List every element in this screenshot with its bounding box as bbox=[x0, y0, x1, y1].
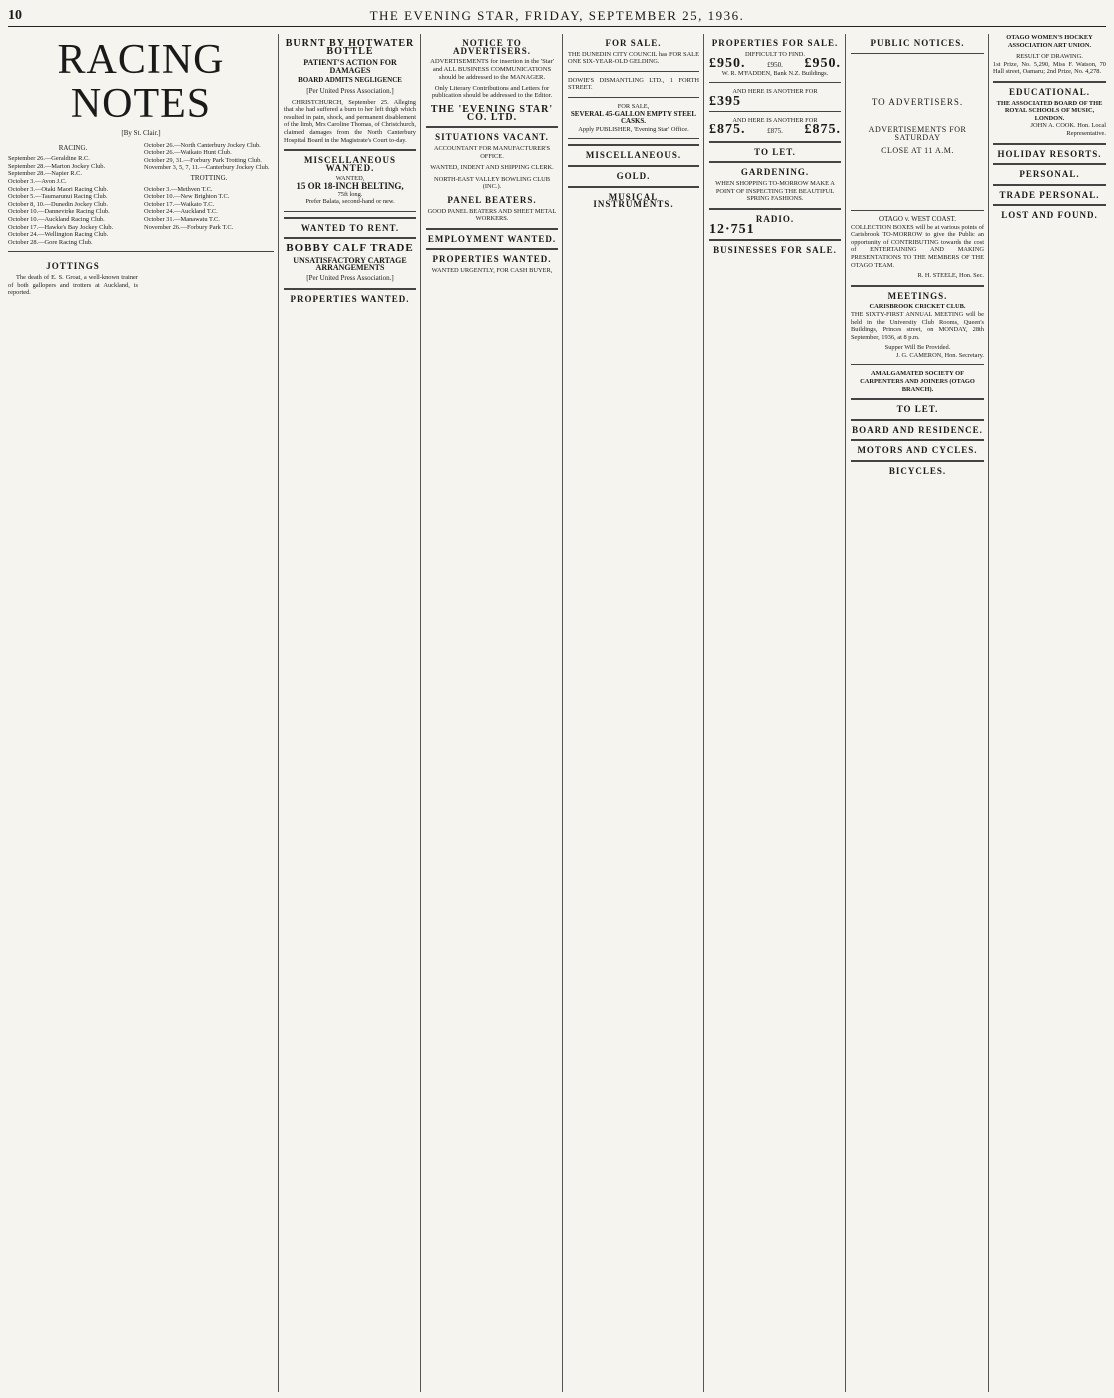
article-continuation bbox=[144, 257, 274, 299]
bobby-heading: BOBBY CALF TRADE bbox=[286, 242, 414, 255]
hockey-heading: OTAGO WOMEN'S HOCKEY ASSOCIATION ART UNION. bbox=[1006, 34, 1093, 49]
amalgamated-heading: AMALGAMATED SOCIETY OF CARPENTERS AND JOINERS (OTAGO BRANCH). bbox=[860, 370, 975, 393]
situations-heading: SITUATIONS VACANT. bbox=[435, 132, 549, 143]
fixture-item: November 26.—Forbury Park T.C. bbox=[144, 223, 234, 231]
casks-ad: SEVERAL 45-GALLON EMPTY STEEL CASKS. bbox=[570, 109, 697, 126]
column-rule bbox=[988, 34, 989, 1392]
burnt-lead: CHRISTCHURCH, September 25. Alleging that she had suffered a burn to her left thigh which resulted in pain, shock, and permanent disablement of the limb, Mrs Caroline Thomas, of Christchurch, claimed damages from the North Canterbury Hospital Board in the Magistrate's Court to-day. bbox=[284, 98, 416, 144]
fixture-item: October 5.—Taumarunui Racing Club. bbox=[8, 193, 108, 201]
misc-wanted-heading: MISCELLANEOUS WANTED. bbox=[303, 155, 397, 173]
fixture-item: October 17.—Hawke's Bay Jockey Club. bbox=[8, 223, 114, 231]
to-advertisers: TO ADVERTISERS. bbox=[871, 96, 964, 107]
educational-column bbox=[993, 34, 1106, 1392]
public-notices-column bbox=[851, 34, 984, 1392]
fixture-item: November 3, 5, 7, 11.—Canterbury Jockey Club. bbox=[144, 164, 270, 172]
price: £395 bbox=[709, 93, 741, 109]
price-small: £875. bbox=[767, 127, 783, 136]
draught-horse-ad: THE DUNEDIN CITY COUNCIL has FOR SALE ONE SIX-YEAR-OLD GELDING. bbox=[568, 50, 699, 66]
otago-west-coast: OTAGO v. WEST COAST. bbox=[879, 214, 956, 223]
dismantling-ad: DOWIE'S DISMANTLING LTD., 1 FORTH STREET. bbox=[568, 76, 699, 92]
racing-notes-column bbox=[8, 34, 274, 1392]
fixture-item: October 28.—Gore Racing Club. bbox=[8, 238, 93, 246]
fixture-item: September 28.—Marton Jockey Club. bbox=[8, 162, 106, 170]
supper-note: Supper Will Be Provided. bbox=[884, 344, 951, 352]
burnt-heading: BURNT BY HOTWATER BOTTLE bbox=[285, 38, 415, 57]
radio-heading: RADIO. bbox=[755, 213, 795, 224]
associated-board: THE ASSOCIATED BOARD OF THE ROYAL SCHOOLS OF MUSIC, LONDON. bbox=[996, 99, 1103, 122]
belting-sub: 75ft long. bbox=[337, 190, 363, 198]
educational-heading: EDUCATIONAL. bbox=[1008, 86, 1091, 97]
gardening-heading: GARDENING. bbox=[740, 167, 810, 178]
fixture-item: October 29, 31.—Forbury Park Trotting Club. bbox=[144, 156, 262, 164]
cameron-signature: J. G. CAMERON, Hon. Secretary. bbox=[895, 351, 984, 359]
gold-heading: GOLD. bbox=[616, 170, 651, 181]
price: £875. bbox=[709, 122, 746, 138]
column-rule bbox=[703, 34, 704, 1392]
advertisements-saturday: ADVERTISEMENTS FOR SATURDAY bbox=[868, 125, 967, 142]
fixture-item: October 10.—Auckland Racing Club. bbox=[8, 215, 105, 223]
casks-apply: Apply PUBLISHER, 'Evening Star' Office. bbox=[578, 125, 689, 133]
properties-sale-heading: PROPERTIES FOR SALE. bbox=[711, 38, 839, 48]
price-small: £950. bbox=[767, 61, 783, 70]
page-number: 10 bbox=[8, 8, 22, 23]
public-notices-heading: PUBLIC NOTICES. bbox=[870, 38, 965, 48]
masthead bbox=[8, 6, 1106, 27]
gardening-body: WHEN SHOPPING TO-MORROW MAKE A POINT OF INSPECTING THE BEAUTIFUL SPRING FASHIONS. bbox=[715, 179, 835, 203]
fixture-item: October 24.—Wellington Racing Club. bbox=[8, 231, 109, 239]
racing-label: RACING. bbox=[58, 143, 88, 152]
radio-price: 12·751 bbox=[709, 222, 755, 238]
fixture-item: October 26.—North Canterbury Jockey Club. bbox=[144, 141, 261, 149]
burnt-subheading-2: BOARD ADMITS NEGLIGENCE bbox=[298, 76, 402, 85]
bobby-credit: [Per United Press Association.] bbox=[306, 274, 394, 283]
bicycles-heading: BICYCLES. bbox=[888, 466, 947, 477]
bobby-subheading: UNSATISFACTORY CARTAGE ARRANGEMENTS bbox=[293, 255, 407, 273]
company-name: THE 'EVENING STAR' CO. LTD. bbox=[430, 104, 554, 123]
for-sale-column bbox=[568, 34, 699, 1392]
result-heading: RESULT OF DRAWING. bbox=[1016, 53, 1083, 61]
collection-boxes: COLLECTION BOXES will be at various points of Carisbrook TO-MORROW to give the Public an opportunity of CONTRIBUTING towards the cost of ENTERTAINING AND MAKING PRESENTATIONS TO THE MEMBERS OF THE OTAGO TEAM. bbox=[851, 223, 984, 269]
jottings-heading: JOTTINGS bbox=[46, 261, 100, 272]
properties-wanted-heading: PROPERTIES WANTED. bbox=[432, 254, 552, 265]
news-column bbox=[284, 34, 416, 1392]
byline: [By St. Clair.] bbox=[121, 129, 161, 137]
fixture-item: October 26.—Waikato Hunt Club. bbox=[144, 149, 232, 157]
holiday-heading: HOLIDAY RESORTS. bbox=[997, 148, 1102, 159]
notice-body-2: Only Literary Contributions and Letters for publication should be addressed to the Editor. bbox=[431, 84, 553, 100]
sheet-metal-ad: GOOD PANEL BEATERS AND SHEET METAL WORKERS. bbox=[427, 207, 557, 223]
businesses-heading: BUSINESSES FOR SALE. bbox=[713, 244, 837, 255]
fixture-item: October 31.—Manawatu T.C. bbox=[144, 215, 220, 223]
fixture-item: October 24.—Auckland T.C. bbox=[144, 208, 218, 216]
musical-heading: MUSICAL INSTRUMENTS. bbox=[593, 191, 674, 210]
for-sale-heading: FOR SALE. bbox=[605, 38, 662, 48]
price: £950. bbox=[709, 56, 746, 72]
trotting-fixtures bbox=[144, 142, 274, 247]
jottings-section bbox=[8, 257, 138, 299]
fixture-item: October 17.—Waikato T.C. bbox=[144, 200, 215, 208]
meetings-heading: MEETINGS. bbox=[887, 290, 948, 301]
for-sale-label: FOR SALE, bbox=[617, 102, 650, 110]
bowling-ad: NORTH-EAST VALLEY BOWLING CLUB (INC.). bbox=[433, 175, 550, 191]
belting-note: Prefer Balata, second-hand or new. bbox=[305, 198, 395, 206]
steele-signature: R. H. STEELE, Hon. Sec. bbox=[917, 272, 984, 280]
column-rule bbox=[562, 34, 563, 1392]
personal-heading: PERSONAL. bbox=[1019, 169, 1080, 180]
fixture-item: October 3.—Avon J.C. bbox=[8, 177, 67, 185]
rent-heading: WANTED TO RENT. bbox=[300, 222, 400, 233]
motors-heading: MOTORS AND CYCLES. bbox=[857, 445, 978, 456]
belting-ad: 15 OR 18-INCH BELTING, bbox=[296, 180, 404, 191]
another-label: AND HERE IS ANOTHER FOR bbox=[732, 88, 818, 96]
panel-heading: PANEL BEATERS. bbox=[447, 194, 537, 205]
trade-personal-heading: TRADE PERSONAL. bbox=[999, 189, 1100, 200]
fixture-item: October 3.—Methven T.C. bbox=[144, 185, 213, 193]
price-row bbox=[709, 124, 841, 136]
fixture-item: October 10.—Dannevirke Racing Club. bbox=[8, 208, 110, 216]
to-let-heading: TO LET. bbox=[896, 404, 939, 415]
fixture-item: September 28.—Napier R.C. bbox=[8, 170, 83, 178]
notices-column bbox=[426, 34, 558, 1392]
column-rule bbox=[278, 34, 279, 1392]
carisbrook-heading: CARISBROOK CRICKET CLUB. bbox=[869, 303, 966, 311]
lost-found-heading: LOST AND FOUND. bbox=[1001, 210, 1098, 221]
prize-list: 1st Prize, No. 5,290, Miss F. Watson, 70 Hall street, Oamaru; 2nd Prize, No. 4,278. bbox=[993, 60, 1106, 76]
another-label: AND HERE IS ANOTHER FOR bbox=[732, 116, 818, 124]
price: £950. bbox=[804, 56, 841, 72]
carisbrook-body: THE SIXTY-FIRST ANNUAL MEETING will be held in the University Club Rooms, Queen's Buildings, Princes street, on MONDAY, 28th September, 1936, at 8 p.m. bbox=[851, 310, 984, 341]
fixture-item: October 3.—Otaki Maori Racing Club. bbox=[8, 185, 109, 193]
indent-clerk-ad: WANTED, INDENT AND SHIPPING CLERK. bbox=[430, 164, 554, 172]
racing-fixtures bbox=[8, 142, 138, 247]
difficult-label: DIFFICULT TO FIND. bbox=[745, 50, 805, 58]
jottings-intro: The death of E. S. Groat, a well-known trainer of both gallopers and trotters at Auckland, is reported. bbox=[8, 273, 138, 297]
close-time: CLOSE AT 11 A.M. bbox=[881, 146, 954, 156]
price: £875. bbox=[804, 122, 841, 138]
burnt-subheading: PATIENT'S ACTION FOR DAMAGES bbox=[303, 58, 397, 75]
notice-body: ADVERTISEMENTS for insertion in the 'Star' and ALL BUSINESS COMMUNICATIONS should be addressed to the MANAGER. bbox=[430, 58, 554, 81]
employment-heading: EMPLOYMENT WANTED. bbox=[427, 233, 557, 244]
properties-column bbox=[709, 34, 841, 1392]
agent: W. R. M'FADDEN, Bank N.Z. Buildings. bbox=[721, 69, 829, 77]
properties-wanted-heading: PROPERTIES WANTED. bbox=[290, 293, 410, 304]
notice-heading: NOTICE TO ADVERTISERS. bbox=[453, 38, 531, 56]
fixture-item: October 10.—New Brighton T.C. bbox=[144, 193, 230, 201]
miscellaneous-heading: MISCELLANEOUS. bbox=[585, 150, 682, 161]
racing-notes-heading: RACING NOTES bbox=[57, 37, 225, 127]
column-rule bbox=[420, 34, 421, 1392]
board-heading: BOARD AND RESIDENCE. bbox=[852, 424, 983, 435]
column-rule bbox=[845, 34, 846, 1392]
cash-buyer-ad: WANTED URGENTLY, FOR CASH BUYER, bbox=[431, 266, 553, 274]
fixture-item: September 26.—Geraldine R.C. bbox=[8, 155, 90, 163]
press-credit: [Per United Press Association.] bbox=[306, 86, 394, 95]
to-let-heading: TO LET. bbox=[754, 146, 796, 157]
price-row bbox=[709, 58, 841, 70]
wanted-label: WANTED, bbox=[335, 175, 365, 183]
accountant-ad: ACCOUNTANT FOR MANUFACTURER'S OFFICE. bbox=[433, 144, 551, 160]
cook-signature: JOHN A. COOK. Hon. Local Representative. bbox=[1030, 122, 1106, 137]
fixture-item: October 8, 10.—Dunedin Jockey Club. bbox=[8, 200, 108, 208]
trotting-label: TROTTING. bbox=[190, 173, 228, 182]
newspaper-title: THE EVENING STAR, FRIDAY, SEPTEMBER 25, 1936. bbox=[369, 8, 745, 23]
